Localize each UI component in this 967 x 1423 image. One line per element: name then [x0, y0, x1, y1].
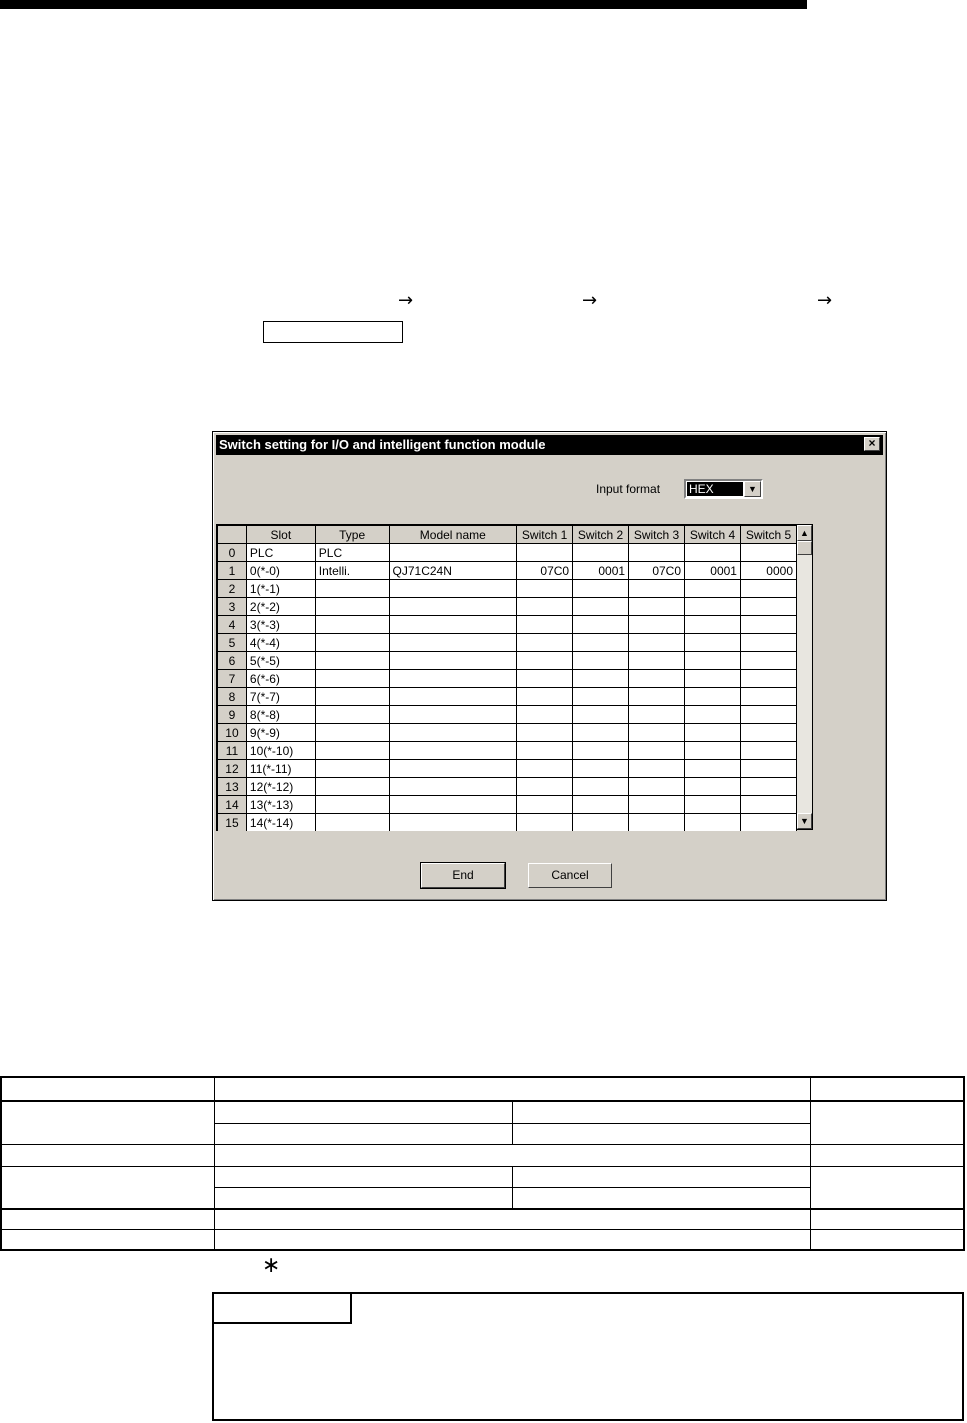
table-cell[interactable]: 4(*-4)	[246, 634, 315, 652]
table-cell[interactable]	[389, 778, 517, 796]
dialog-titlebar	[216, 435, 883, 455]
table-cell[interactable]: 3(*-3)	[246, 616, 315, 634]
switch-cell[interactable]	[740, 724, 796, 742]
column-header[interactable]: Switch 4	[685, 526, 741, 544]
table-cell[interactable]	[315, 796, 389, 814]
switch-cell[interactable]	[629, 544, 685, 562]
switch-cell[interactable]	[573, 580, 629, 598]
table-row	[218, 616, 797, 634]
switch-cell[interactable]	[573, 616, 629, 634]
table-divider	[2, 1100, 963, 1102]
table-cell[interactable]	[389, 616, 517, 634]
switch-cell[interactable]	[517, 706, 573, 724]
table-row	[218, 742, 797, 760]
column-header[interactable]: Switch 1	[517, 526, 573, 544]
table-divider	[2, 1166, 963, 1167]
switch-cell[interactable]	[685, 742, 741, 760]
scroll-down-icon[interactable]: ▼	[797, 813, 812, 829]
switch-cell[interactable]	[740, 778, 796, 796]
column-header[interactable]: Switch 5	[740, 526, 796, 544]
switch-cell[interactable]	[629, 688, 685, 706]
table-cell[interactable]	[389, 688, 517, 706]
switch-cell[interactable]	[685, 616, 741, 634]
switch-cell[interactable]	[685, 580, 741, 598]
row-header[interactable]: 11	[218, 742, 247, 760]
switch-cell[interactable]	[573, 598, 629, 616]
switch-cell[interactable]	[517, 688, 573, 706]
switch-cell[interactable]: 0000	[740, 562, 796, 580]
table-row	[218, 652, 797, 670]
column-header[interactable]: Type	[315, 526, 389, 544]
switch-cell[interactable]: 0001	[685, 562, 741, 580]
switch-cell[interactable]	[740, 742, 796, 760]
switch-cell[interactable]	[573, 724, 629, 742]
table-row	[218, 724, 797, 742]
switch-cell[interactable]	[517, 598, 573, 616]
table-cell[interactable]: 0(*-0)	[246, 562, 315, 580]
switch-setting-dialog	[212, 431, 887, 901]
switch-cell[interactable]	[629, 814, 685, 832]
switch-cell[interactable]	[573, 796, 629, 814]
switch-cell[interactable]: 07C0	[517, 562, 573, 580]
table-cell[interactable]	[389, 580, 517, 598]
switch-cell[interactable]	[517, 796, 573, 814]
switch-cell[interactable]	[629, 670, 685, 688]
table-row	[218, 814, 797, 832]
table-cell[interactable]: 13(*-13)	[246, 796, 315, 814]
table-header-row	[218, 526, 797, 544]
row-header[interactable]: 13	[218, 778, 247, 796]
row-header[interactable]: 1	[218, 562, 247, 580]
switch-cell[interactable]	[629, 634, 685, 652]
scrollbar-thumb[interactable]	[797, 541, 812, 555]
row-header[interactable]: 2	[218, 580, 247, 598]
switch-cell[interactable]	[629, 706, 685, 724]
switch-cell[interactable]	[629, 778, 685, 796]
switch-cell[interactable]	[740, 598, 796, 616]
table-cell[interactable]	[315, 706, 389, 724]
switch-cell[interactable]	[573, 742, 629, 760]
switch-cell[interactable]	[517, 544, 573, 562]
switch-cell[interactable]	[517, 670, 573, 688]
switch-cell[interactable]	[740, 814, 796, 832]
column-header[interactable]: Switch 3	[629, 526, 685, 544]
table-cell[interactable]: 9(*-9)	[246, 724, 315, 742]
switch-cell[interactable]	[573, 652, 629, 670]
switch-cell[interactable]	[629, 616, 685, 634]
table-row	[218, 580, 797, 598]
table-row	[218, 562, 797, 580]
scroll-up-icon[interactable]: ▲	[797, 525, 812, 541]
table-cell[interactable]	[315, 814, 389, 832]
table-cell[interactable]: PLC	[246, 544, 315, 562]
switch-cell[interactable]	[685, 544, 741, 562]
dialog-title: Switch setting for I/O and intelligent function module	[219, 437, 546, 452]
table-cell[interactable]	[315, 688, 389, 706]
input-format-label: Input format	[596, 482, 661, 496]
table-cell[interactable]: 8(*-8)	[246, 706, 315, 724]
table-cell[interactable]	[389, 796, 517, 814]
switch-cell[interactable]: 07C0	[629, 562, 685, 580]
table-row	[218, 634, 797, 652]
switch-cell[interactable]	[629, 742, 685, 760]
table-cell[interactable]	[315, 598, 389, 616]
table-row	[218, 544, 797, 562]
switch-cell[interactable]	[573, 688, 629, 706]
switch-cell[interactable]	[629, 652, 685, 670]
table-cell[interactable]	[389, 544, 517, 562]
table-cell[interactable]: 5(*-5)	[246, 652, 315, 670]
switch-cell[interactable]	[517, 652, 573, 670]
arrow-icon: →	[582, 290, 598, 311]
switch-cell[interactable]	[517, 580, 573, 598]
switch-cell[interactable]	[685, 598, 741, 616]
table-divider	[214, 1078, 215, 1249]
table-divider	[512, 1167, 513, 1209]
switch-cell[interactable]	[740, 670, 796, 688]
column-header[interactable]: Switch 2	[573, 526, 629, 544]
table-cell[interactable]	[389, 724, 517, 742]
table-cell[interactable]	[315, 670, 389, 688]
row-header[interactable]: 0	[218, 544, 247, 562]
end-button[interactable]: End	[421, 863, 505, 888]
close-icon[interactable]: ×	[864, 437, 880, 451]
switch-cell[interactable]	[517, 634, 573, 652]
table-cell[interactable]: 6(*-6)	[246, 670, 315, 688]
switch-cell[interactable]	[685, 778, 741, 796]
switch-cell[interactable]	[740, 796, 796, 814]
row-header[interactable]: 10	[218, 724, 247, 742]
switch-cell[interactable]	[629, 760, 685, 778]
cancel-button[interactable]: Cancel	[528, 863, 612, 888]
table-cell[interactable]	[389, 760, 517, 778]
table-cell[interactable]	[315, 724, 389, 742]
table-cell[interactable]	[315, 742, 389, 760]
row-header[interactable]: 4	[218, 616, 247, 634]
row-header[interactable]: 7	[218, 670, 247, 688]
row-header[interactable]: 9	[218, 706, 247, 724]
table-divider	[2, 1144, 963, 1145]
switch-cell[interactable]	[629, 580, 685, 598]
table-cell[interactable]	[389, 670, 517, 688]
point-box	[212, 1292, 964, 1421]
switch-cell[interactable]	[685, 724, 741, 742]
table-cell[interactable]	[389, 634, 517, 652]
switch-cell[interactable]	[517, 760, 573, 778]
switch-cell[interactable]	[573, 670, 629, 688]
point-box-tab	[214, 1294, 352, 1324]
switch-cell[interactable]	[685, 634, 741, 652]
table-cell[interactable]	[389, 652, 517, 670]
switch-table	[217, 525, 797, 831]
switch-cell[interactable]	[740, 706, 796, 724]
switch-cell[interactable]	[517, 724, 573, 742]
table-cell[interactable]	[315, 580, 389, 598]
switch-cell[interactable]	[685, 670, 741, 688]
switch-cell[interactable]	[685, 706, 741, 724]
table-row	[218, 670, 797, 688]
switch-cell[interactable]	[629, 724, 685, 742]
menu-button-box	[263, 321, 403, 343]
table-row	[218, 706, 797, 724]
table-cell[interactable]	[389, 742, 517, 760]
switch-cell[interactable]	[685, 796, 741, 814]
switch-cell[interactable]	[685, 814, 741, 832]
vertical-scrollbar[interactable]	[796, 524, 813, 830]
table-cell[interactable]: Intelli.	[315, 562, 389, 580]
table-cell[interactable]: 11(*-11)	[246, 760, 315, 778]
table-corner-cell[interactable]	[218, 526, 247, 544]
row-header[interactable]: 12	[218, 760, 247, 778]
arrow-icon: →	[817, 290, 833, 311]
table-cell[interactable]: 2(*-2)	[246, 598, 315, 616]
table-cell[interactable]: 10(*-10)	[246, 742, 315, 760]
column-header[interactable]: Slot	[246, 526, 315, 544]
arrow-icon: →	[398, 290, 414, 311]
table-row	[218, 598, 797, 616]
table-cell[interactable]: 12(*-12)	[246, 778, 315, 796]
switch-cell[interactable]	[740, 652, 796, 670]
switch-cell[interactable]	[517, 778, 573, 796]
chevron-down-icon[interactable]: ▼	[744, 481, 761, 497]
switch-cell[interactable]	[740, 616, 796, 634]
switch-cell[interactable]	[740, 688, 796, 706]
switch-cell[interactable]	[517, 742, 573, 760]
switch-cell[interactable]	[517, 814, 573, 832]
switch-cell[interactable]	[517, 616, 573, 634]
switch-cell[interactable]	[740, 580, 796, 598]
switch-cell[interactable]	[685, 652, 741, 670]
footnote-asterisk: ∗	[262, 1253, 281, 1278]
switch-cell[interactable]	[685, 760, 741, 778]
input-format-value: HEX	[687, 482, 743, 496]
table-row	[218, 778, 797, 796]
switch-cell[interactable]	[573, 814, 629, 832]
table-row	[218, 688, 797, 706]
table-row	[218, 760, 797, 778]
switch-cell[interactable]	[573, 634, 629, 652]
table-divider	[2, 1229, 963, 1230]
settings-table	[0, 1076, 965, 1251]
table-cell[interactable]: QJ71C24N	[389, 562, 517, 580]
table-cell[interactable]	[315, 778, 389, 796]
row-header[interactable]: 5	[218, 634, 247, 652]
table-cell[interactable]: 7(*-7)	[246, 688, 315, 706]
table-divider	[512, 1101, 513, 1145]
switch-cell[interactable]	[740, 544, 796, 562]
table-cell[interactable]	[389, 598, 517, 616]
input-format-select[interactable]	[684, 479, 763, 499]
row-header[interactable]: 6	[218, 652, 247, 670]
table-cell[interactable]: 14(*-14)	[246, 814, 315, 832]
switch-cell[interactable]	[685, 688, 741, 706]
table-cell[interactable]: 1(*-1)	[246, 580, 315, 598]
switch-cell[interactable]	[573, 544, 629, 562]
switch-cell[interactable]	[629, 598, 685, 616]
switch-cell[interactable]	[629, 796, 685, 814]
switch-grid	[216, 524, 797, 831]
row-header[interactable]: 14	[218, 796, 247, 814]
row-header[interactable]: 8	[218, 688, 247, 706]
switch-cell[interactable]	[740, 760, 796, 778]
page-header-bar	[0, 0, 807, 9]
switch-cell[interactable]	[573, 760, 629, 778]
row-header[interactable]: 3	[218, 598, 247, 616]
table-cell[interactable]	[315, 652, 389, 670]
switch-cell[interactable]: 0001	[573, 562, 629, 580]
table-cell[interactable]	[315, 634, 389, 652]
switch-cell[interactable]	[573, 706, 629, 724]
table-cell[interactable]	[389, 814, 517, 832]
table-cell[interactable]	[389, 706, 517, 724]
column-header[interactable]: Model name	[389, 526, 517, 544]
table-cell[interactable]	[315, 760, 389, 778]
table-cell[interactable]	[315, 616, 389, 634]
row-header[interactable]: 15	[218, 814, 247, 832]
table-cell[interactable]: PLC	[315, 544, 389, 562]
switch-cell[interactable]	[740, 634, 796, 652]
table-divider	[2, 1208, 963, 1210]
table-divider	[810, 1078, 811, 1249]
switch-cell[interactable]	[573, 778, 629, 796]
table-row	[218, 796, 797, 814]
